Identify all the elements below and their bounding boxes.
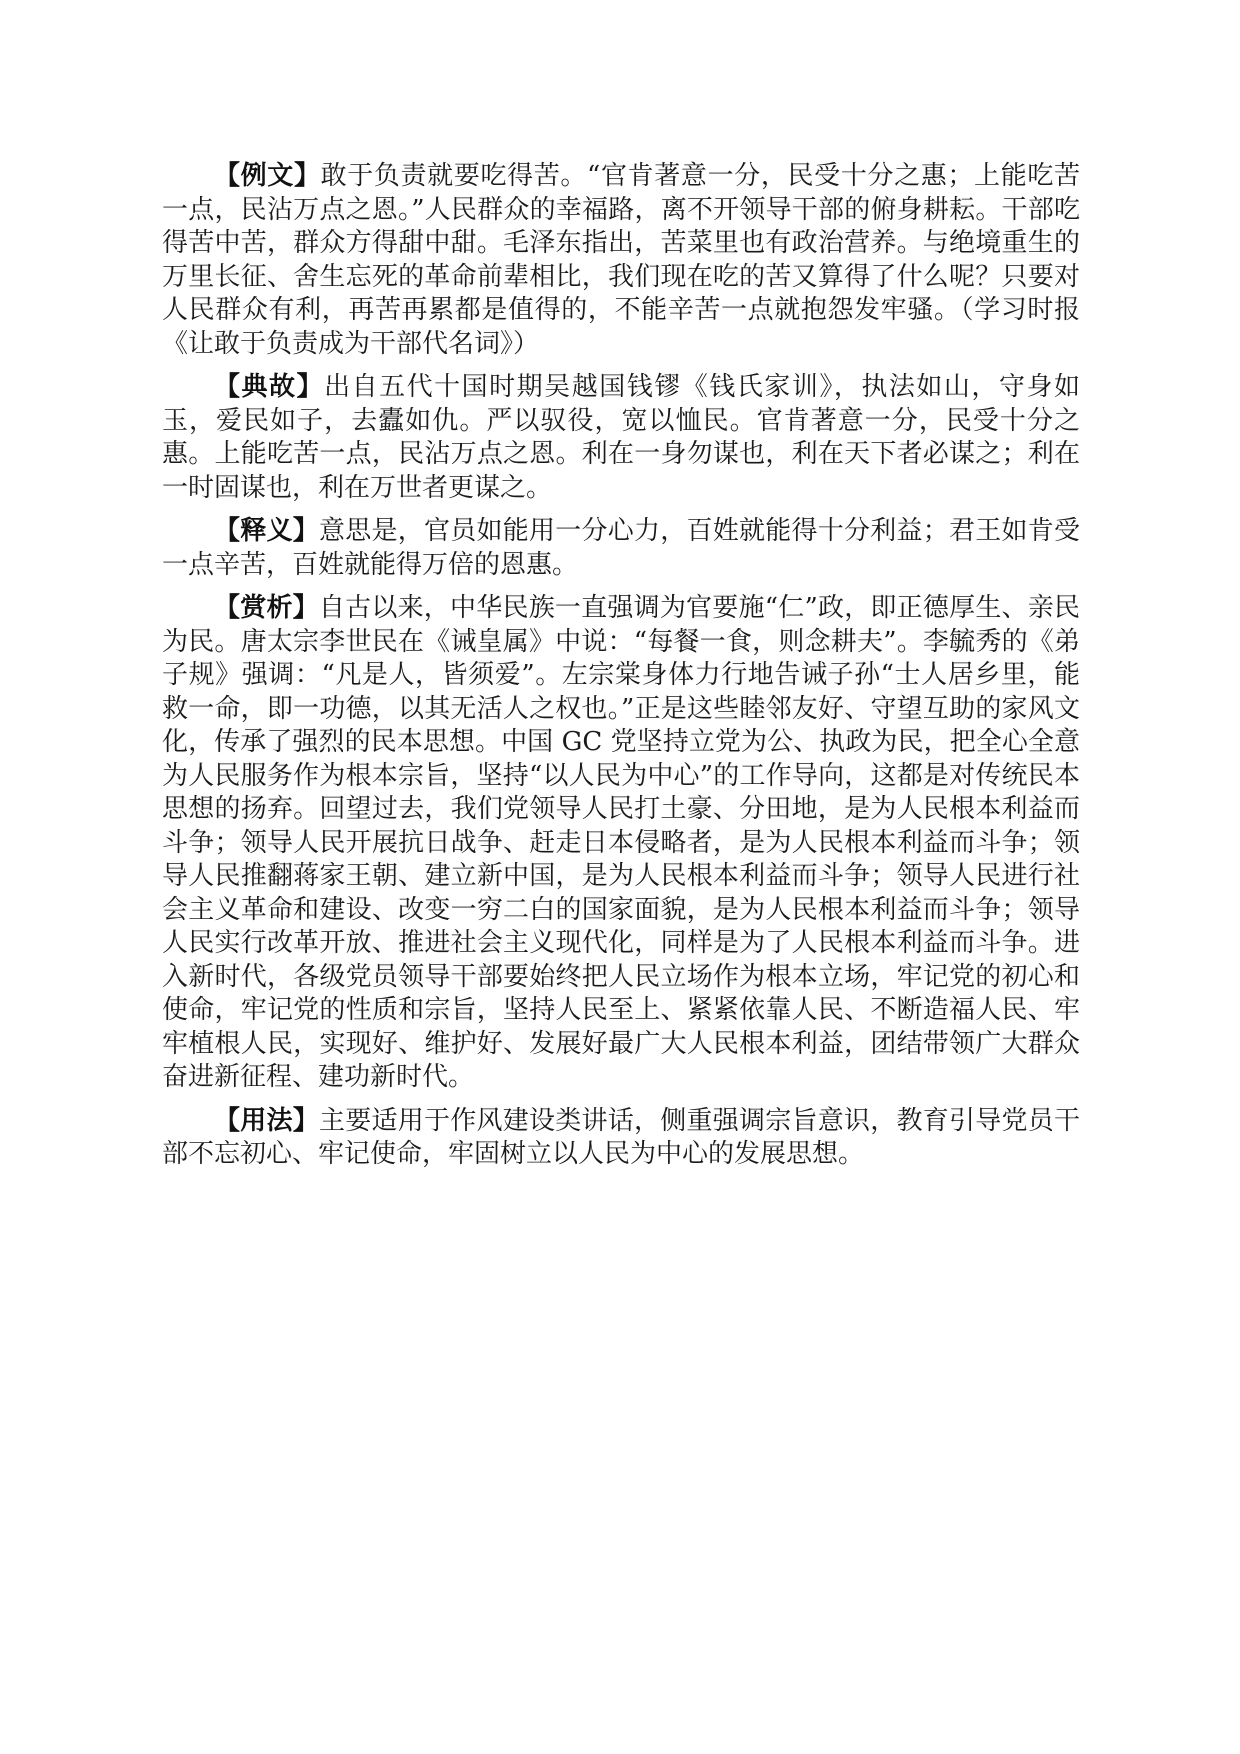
meaning-text: 意思是，官员如能用一分心力，百姓就能得十分利益；君王如肯受一点辛苦，百姓就能得万倍的恩惠。 [162, 516, 1080, 580]
allusion-paragraph [162, 371, 1080, 505]
meaning-paragraph [162, 515, 1080, 582]
document-body [162, 160, 1080, 1182]
allusion-heading: 【典故】 [214, 372, 325, 402]
example-paragraph [162, 160, 1080, 361]
appreciation-text: 自古以来，中华民族一直强调为官要施“仁”政，即正德厚生、亲民为民。唐太宗李世民在《诫皇属》中说：“每餐一食，则念耕夫”。李毓秀的《弟子规》强调：“凡是人，皆须爱”。左宗棠身体力行地告诫子孙“士人居乡里，能救一命，即一功德，以其无活人之权也。”正是这些睦邻友好、守望互助的家风文化，传承了强烈的民本思想。中国 GC 党坚持立党为公、执政为民，把全心全意为人民服务作为根本宗旨，坚持“以人民为中心”的工作导向，这都是对传统民本思想的扬弃。回望过去，我们党领导人民打土豪、分田地，是为人民根本利益而斗争；领导人民开展抗日战争、赶走日本侵略者，是为人民根本利益而斗争；领导人民推翻蒋家王朝、建立新中国，是为人民根本利益而斗争；领导人民进行社会主义革命和建设、改变一穷二白的国家面貌，是为人民根本利益而斗争；领导人民实行改革开放、推进社会主义现代化，同样是为了人民根本利益而斗争。进入新时代，各级党员领导干部要始终把人民立场作为根本立场，牢记党的初心和使命，牢记党的性质和宗旨，坚持人民至上、紧紧依靠人民、不断造福人民、牢牢植根人民，实现好、维护好、发展好最广大人民根本利益，团结带领广大群众奋进新征程、建功新时代。 [162, 593, 1080, 1092]
meaning-heading: 【释义】 [214, 516, 319, 546]
usage-paragraph [162, 1105, 1080, 1172]
appreciation-heading: 【赏析】 [214, 593, 319, 623]
allusion-text: 出自五代十国时期吴越国钱镠《钱氏家训》，执法如山，守身如玉，爱民如子，去蠹如仇。严以驭役，宽以恤民。官肯著意一分，民受十分之惠。上能吃苦一点，民沾万点之恩。利在一身勿谋也，利在天下者必谋之；利在一时固谋也，利在万世者更谋之。 [162, 372, 1080, 503]
example-text: 敢于负责就要吃得苦。“官肯著意一分，民受十分之惠；上能吃苦一点，民沾万点之恩。”人民群众的幸福路，离不开领导干部的俯身耕耘。干部吃得苦中苦，群众方得甜中甜。毛泽东指出，苦菜里也有政治营养。与绝境重生的万里长征、舍生忘死的革命前辈相比，我们现在吃的苦又算得了什么呢？只要对人民群众有利，再苦再累都是值得的，不能辛苦一点就抱怨发牢骚。（学习时报《让敢于负责成为干部代名词》） [162, 161, 1080, 359]
usage-text: 主要适用于作风建设类讲话，侧重强调宗旨意识，教育引导党员干部不忘初心、牢记使命，牢固树立以人民为中心的发展思想。 [162, 1105, 1080, 1169]
usage-heading: 【用法】 [214, 1105, 319, 1136]
appreciation-paragraph [162, 592, 1080, 1095]
example-heading: 【例文】 [214, 161, 321, 191]
